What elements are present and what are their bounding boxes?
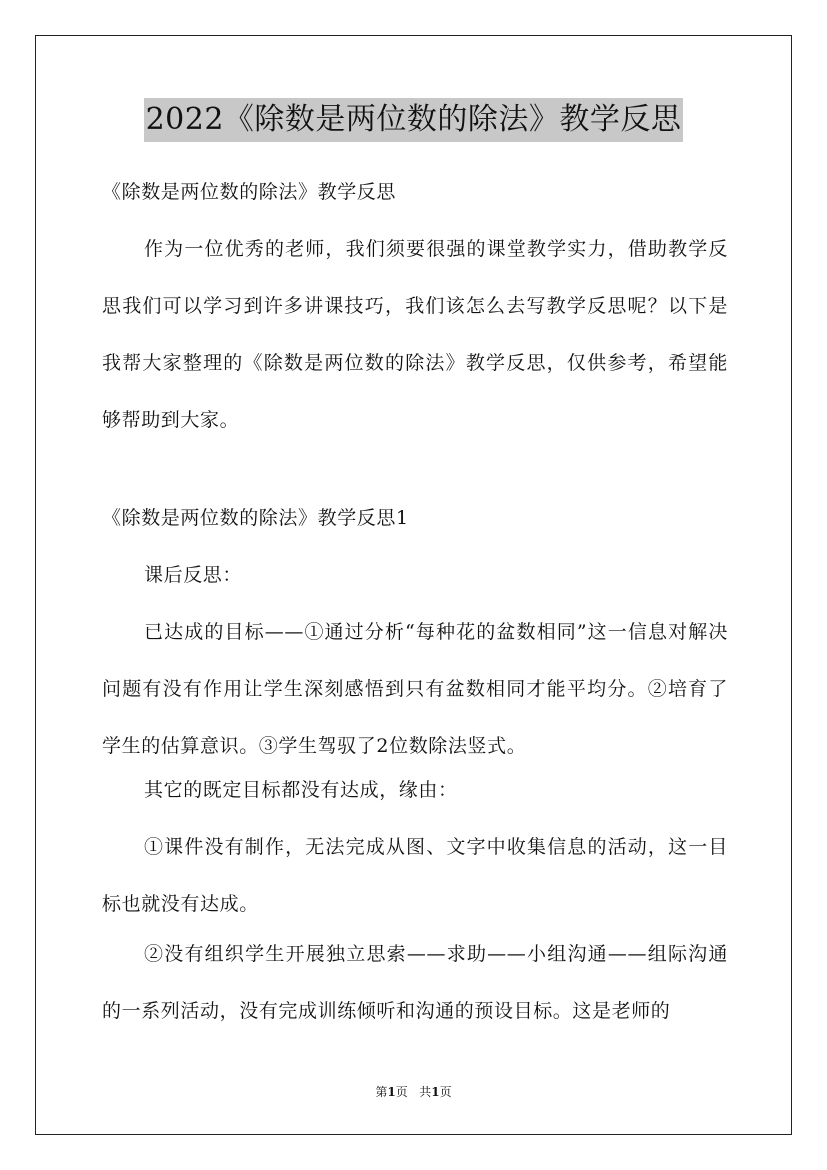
reason-2-paragraph: ②没有组织学生开展独立思索——求助——小组沟通——组际沟通的一系列活动，没有完成训练倾听和沟通的预设目标。这是老师的 (102, 943, 728, 1022)
page-label-prefix: 第 (375, 1085, 388, 1099)
document-title: 2022《除数是两位数的除法》教学反思 (144, 98, 684, 142)
page-number: 1 (387, 1085, 396, 1099)
achieved-goals-paragraph: 已达成的目标——①通过分析“每种花的盆数相同”这一信息对解决问题有没有作用让学生深刻感悟到只有盆数相同才能平均分。②培育了学生的估算意识。③学生驾驭了2位数除法竖式。 (102, 621, 728, 757)
reason-1-paragraph: ①课件没有制作，无法完成从图、文字中收集信息的活动，这一目标也就没有达成。 (102, 836, 728, 915)
total-pages: 1 (431, 1085, 440, 1099)
title-container (0, 98, 827, 142)
section-heading: 《除数是两位数的除法》教学反思 (102, 181, 397, 203)
page-footer (0, 1083, 827, 1100)
after-class-reflection-label: 课后反思： (144, 564, 243, 586)
unmet-goals-paragraph: 其它的既定目标都没有达成，缘由： (144, 779, 458, 801)
total-label-suffix: 页 (439, 1085, 452, 1099)
section-heading-1: 《除数是两位数的除法》教学反思1 (102, 507, 409, 529)
intro-paragraph: 作为一位优秀的老师，我们须要很强的课堂教学实力，借助教学反思我们可以学习到许多讲课技巧，我们该怎么去写教学反思呢？以下是我帮大家整理的《除数是两位数的除法》教学反思，仅供参考，希望能够帮助到大家。 (102, 238, 728, 431)
page-label-suffix: 页 (395, 1085, 408, 1099)
total-label-prefix: 共 (419, 1085, 432, 1099)
